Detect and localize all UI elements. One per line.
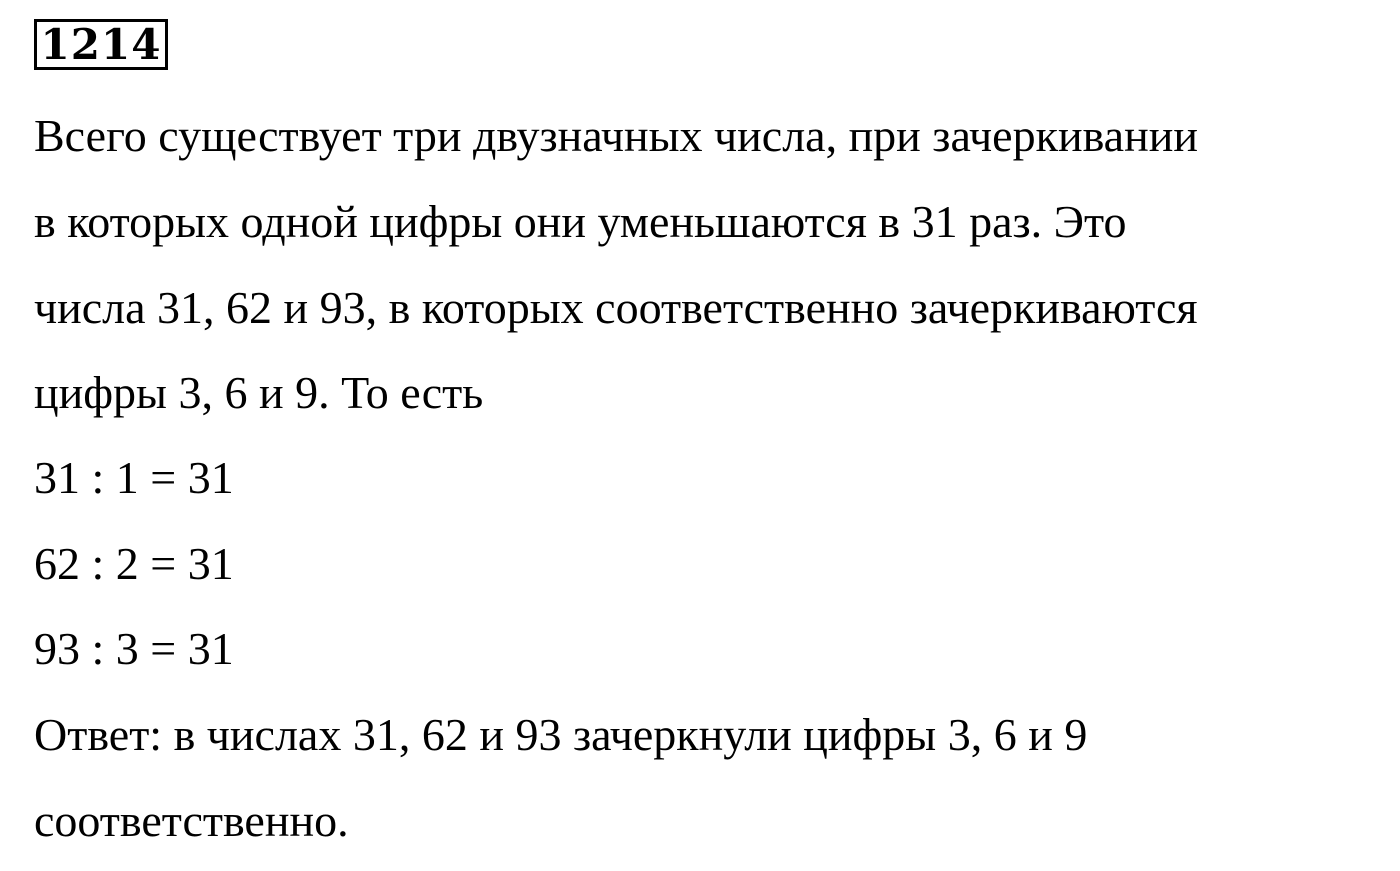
text-line-1: Всего существует три двузначных числа, при зачеркивании (34, 110, 1198, 161)
equation-2: 62 : 2 = 31 (34, 538, 234, 589)
text-line-2: в которых одной цифры они уменьшаются в 31 раз. Это (34, 196, 1127, 247)
answer-line-2: соответственно. (34, 795, 349, 846)
problem-number: 1214 (40, 20, 162, 69)
equation-3: 93 : 3 = 31 (34, 623, 234, 674)
problem-number-box (34, 19, 168, 70)
equation-1: 31 : 1 = 31 (34, 452, 234, 503)
answer-line-1: Ответ: в числах 31, 62 и 93 зачеркнули цифры 3, 6 и 9 (34, 709, 1088, 760)
text-line-3: числа 31, 62 и 93, в которых соответственно зачеркиваются (34, 282, 1198, 333)
text-line-4: цифры 3, 6 и 9. То есть (34, 367, 484, 418)
